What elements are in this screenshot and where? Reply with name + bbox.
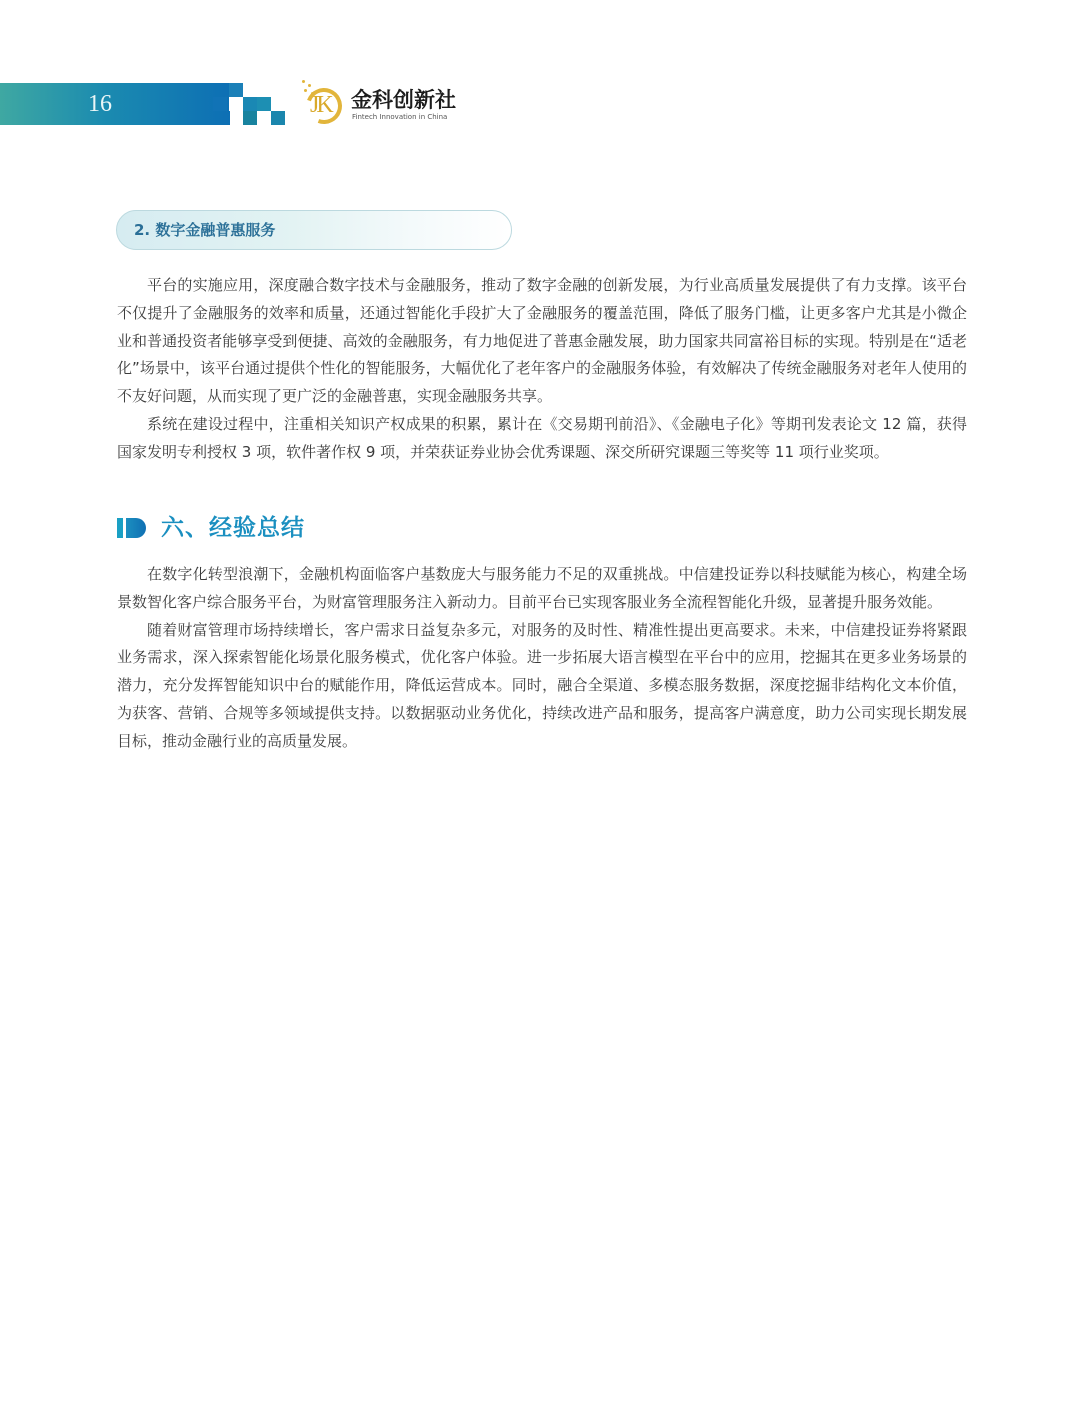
logo-name: 金科创新社 xyxy=(351,88,456,112)
section-body xyxy=(117,561,967,756)
logo-subtitle: Fintech Innovation in China xyxy=(352,113,448,121)
section-marker-icon xyxy=(117,518,147,538)
section-heading xyxy=(117,513,305,543)
logo xyxy=(298,78,468,128)
logo-monogram: JK xyxy=(310,92,331,118)
paragraph: 平台的实施应用，深度融合数字技术与金融服务，推动了数字金融的创新发展，为行业高质量发展提供了有力支撑。该平台不仅提升了金融服务的效率和质量，还通过智能化手段扩大了金融服务的覆盖范围，降低了服务门槛，让更多客户尤其是小微企业和普通投资者能够享受到便捷、高效的金融服务，有力地促进了普惠金融发展，助力国家共同富裕目标的实现。特别是在“适老化”场景中，该平台通过提供个性化的智能服务，大幅优化了老年客户的金融服务体验，有效解决了传统金融服务对老年人使用的不友好问题，从而实现了更广泛的金融普惠，实现金融服务共享。 xyxy=(117,276,967,406)
paragraph: 随着财富管理市场持续增长，客户需求日益复杂多元，对服务的及时性、精准性提出更高要求。未来，中信建投证券将紧跟业务需求，深入探索智能化场景化服务模式，优化客户体验。进一步拓展大语言模型在平台中的应用，挖掘其在更多业务场景的潜力，充分发挥智能知识中台的赋能作用，降低运营成本。同时，融合全渠道、多模态服务数据，深度挖掘非结构化文本价值，为获客、营销、合规等多领域提供支持。以数据驱动业务优化，持续改进产品和服务，提高客户满意度，助力公司实现长期发展目标，推动金融行业的高质量发展。 xyxy=(117,620,967,750)
subsection-body xyxy=(117,272,967,467)
pixel-blocks-decoration xyxy=(213,83,285,125)
page-number: 16 xyxy=(88,91,112,117)
section-title: 六、经验总结 xyxy=(161,515,305,541)
paragraph: 在数字化转型浪潮下，金融机构面临客户基数庞大与服务能力不足的双重挑战。中信建投证券以科技赋能为核心，构建全场景数智化客户综合服务平台，为财富管理服务注入新动力。目前平台已实现客服业务全流程智能化升级，显著提升服务效能。 xyxy=(117,565,967,611)
header-gradient-bar xyxy=(0,83,230,125)
paragraph: 系统在建设过程中，注重相关知识产权成果的积累，累计在《交易期刊前沿》、《金融电子化》等期刊发表论文 12 篇，获得国家发明专利授权 3 项，软件著作权 9 项，并荣获证券业协会优秀课题、深交所研究课题三等奖等 11 项行业奖项。 xyxy=(117,414,967,461)
subsection-title: 2. 数字金融普惠服务 xyxy=(134,221,276,239)
